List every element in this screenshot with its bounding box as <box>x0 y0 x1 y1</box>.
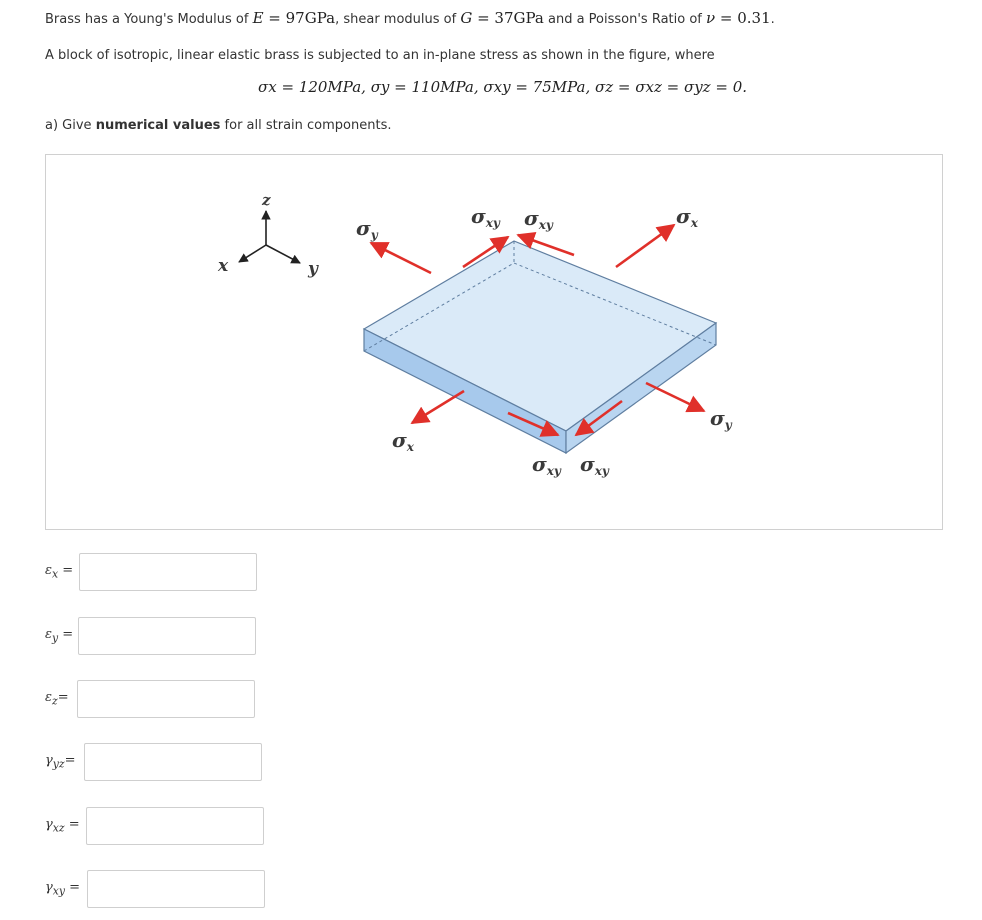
youngs-modulus-symbol: E <box>252 9 264 27</box>
sigma-x-label-back: $\sigma_x$ <box>676 204 698 230</box>
gamma-yz-input[interactable] <box>84 743 262 781</box>
youngs-modulus-expr <box>253 9 336 27</box>
x-axis-label: x <box>218 256 229 276</box>
z-axis-label: z <box>262 191 271 209</box>
sigma-x-arrow-back <box>616 225 674 267</box>
y-axis-arrow <box>266 245 300 263</box>
poissons-ratio-symbol: ν <box>706 9 716 27</box>
epsilon-z-label: $\varepsilon_z=$ <box>45 690 69 708</box>
sigma-xy-label-front-right: $\sigma_{xy}$ <box>580 452 609 478</box>
sigma-y-label-back: $\sigma_y$ <box>356 216 378 242</box>
gamma-xy-label: $\gamma_{xy}$ = <box>45 880 81 898</box>
poissons-ratio-expr <box>706 9 771 27</box>
sigma-x-label-front: $\sigma_x$ <box>392 428 414 454</box>
epsilon-x-label: $\varepsilon_x$ = <box>45 563 74 581</box>
epsilon-y-input[interactable] <box>78 617 256 655</box>
stress-block-figure <box>45 154 943 530</box>
part-a-prefix: a) Give <box>45 118 96 133</box>
y-axis-label: y <box>308 259 318 279</box>
poissons-ratio-value: = 0.31 <box>715 9 771 27</box>
stress-block-diagram <box>46 155 944 531</box>
intro-text-1: Brass has a Young's Modulus of <box>45 12 253 27</box>
youngs-modulus-value: = 97GPa <box>263 9 336 27</box>
sigma-xy-label-back-right: $\sigma_{xy}$ <box>524 206 553 232</box>
intro-text-2: , shear modulus of <box>335 12 461 27</box>
shear-modulus-expr <box>460 9 544 27</box>
gamma-xy-input[interactable] <box>87 870 265 908</box>
shear-modulus-value: = 37GPa <box>472 9 544 27</box>
x-axis-arrow <box>239 245 266 262</box>
intro-text-3: and a Poisson's Ratio of <box>543 12 707 27</box>
shear-modulus-symbol: G <box>460 9 473 27</box>
gamma-xz-input[interactable] <box>86 807 264 845</box>
sigma-x-arrow-front <box>412 391 464 423</box>
problem-intro <box>45 10 775 28</box>
plate-top-face <box>364 241 716 431</box>
epsilon-z-input[interactable] <box>77 680 255 718</box>
sigma-y-arrow-front <box>646 383 704 411</box>
part-a-suffix: for all strain components. <box>220 118 392 133</box>
part-a-emphasis: numerical values <box>95 118 221 133</box>
epsilon-x-input[interactable] <box>79 553 257 591</box>
intro-text-4: . <box>770 12 775 27</box>
sigma-xy-label-back-left: $\sigma_{xy}$ <box>471 204 500 230</box>
sigma-y-label-front: $\sigma_y$ <box>710 406 732 432</box>
sigma-xy-label-front-left: $\sigma_{xy}$ <box>532 452 561 478</box>
sigma-y-arrow-back <box>371 243 431 273</box>
epsilon-y-label: $\varepsilon_y$ = <box>45 627 74 645</box>
gamma-yz-label: $\gamma_{yz}=$ <box>45 753 76 771</box>
part-a-prompt <box>45 118 391 134</box>
gamma-xz-label: $\gamma_{xz}$ = <box>45 817 80 835</box>
coordinate-axes <box>217 191 319 279</box>
problem-description: A block of isotropic, linear elastic brass is subjected to an in-plane stress as shown in the figure, where <box>45 48 715 63</box>
stress-state-equation: σx = 120MPa, σy = 110MPa, σxy = 75MPa, σz = σxz = σyz = 0. <box>258 78 748 96</box>
